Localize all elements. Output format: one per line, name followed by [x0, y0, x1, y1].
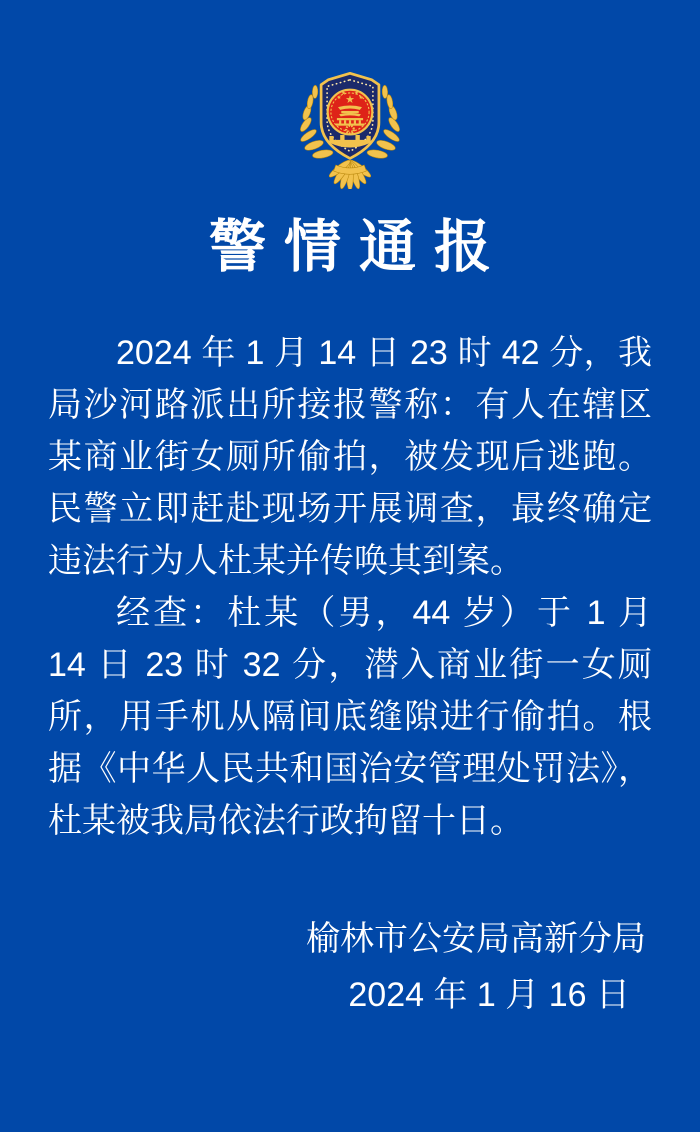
notice-body: [48, 327, 652, 847]
issuing-authority: 榆林市公安局高新分局: [306, 920, 646, 958]
signature-block: [0, 913, 700, 1021]
notice-title: 警情通报: [209, 215, 509, 279]
paragraph-investigation: 经查：杜某（男，44 岁）于 1 月 14 日 23 时 32 分，潜入商业街一女厕所，用手机从隔间底缝隙进行偷拍。根据《中华人民共和国治安管理处罚法》，杜某被我局依法行政拘留十日。: [48, 594, 652, 840]
paragraph-incident: 2024 年 1 月 14 日 23 时 42 分，我局沙河路派出所接报警称：有人在辖区某商业街女厕所偷拍，被发现后逃跑。民警立即赶赴现场开展调查，最终确定违法行为人杜某并传唤其到案。: [48, 334, 652, 580]
badge-container: [0, 0, 700, 189]
issue-date: 2024 年 1 月 16 日: [348, 976, 630, 1014]
chinese-police-emblem-icon: [290, 58, 410, 189]
